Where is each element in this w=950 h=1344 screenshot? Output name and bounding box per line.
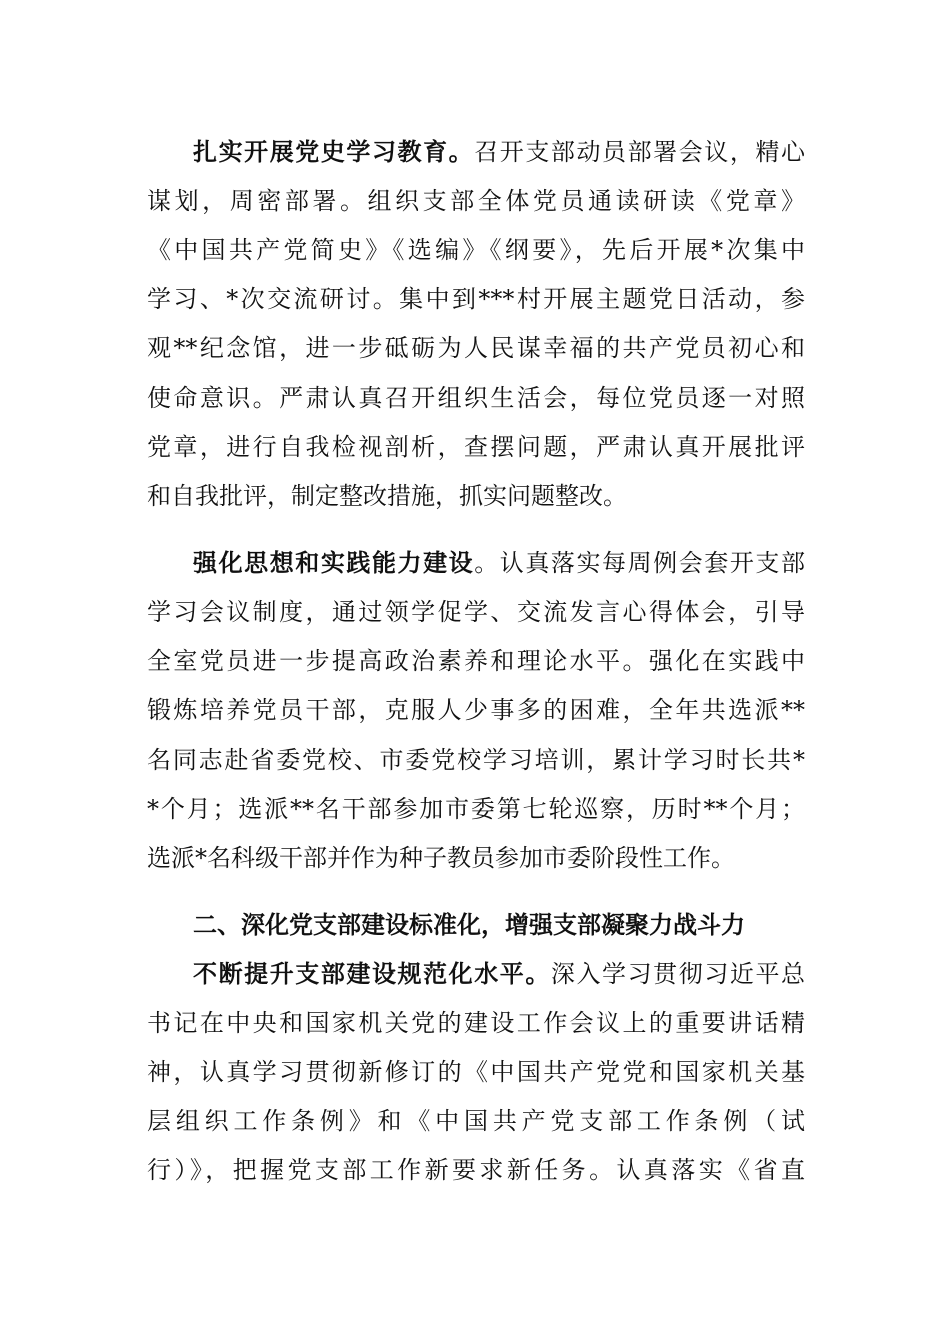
paragraph-3-line-5: 行）》，把握党支部工作新要求新任务。认真落实《省直 bbox=[147, 1156, 805, 1184]
paragraph-1-line-1 bbox=[193, 132, 805, 172]
paragraph-1-line-8: 和自我批评，制定整改措施，抓实问题整改。 bbox=[147, 482, 627, 510]
paragraph-2-line-7: 选派*名科级干部并作为种子教员参加市委阶段性工作。 bbox=[147, 844, 735, 872]
paragraph-1-line-2: 谋划，周密部署。组织支部全体党员通读研读《党章》 bbox=[147, 187, 805, 215]
paragraph-3-lead: 不断提升支部建设规范化水平。 bbox=[193, 959, 551, 988]
paragraph-2-line-6: *个月；选派**名干部参加市委第七轮巡察，历时**个月； bbox=[147, 795, 805, 823]
paragraph-1-line-7: 党章，进行自我检视剖析，查摆问题，严肃认真开展批评 bbox=[147, 433, 805, 461]
paragraph-1-line-5: 观**纪念馆，进一步砥砺为人民谋幸福的共产党员初心和 bbox=[147, 334, 805, 362]
paragraph-3-text: 深入学习贯彻习近平总 bbox=[550, 960, 806, 988]
paragraph-3-line-3: 神，认真学习贯彻新修订的《中国共产党党和国家机关基 bbox=[147, 1058, 805, 1086]
paragraph-2-line-1 bbox=[193, 543, 805, 583]
paragraph-1-lead: 扎实开展党史学习教育。 bbox=[193, 137, 475, 166]
paragraph-3-line-1 bbox=[193, 954, 805, 994]
paragraph-1-text: 召开支部动员部署会议，精心 bbox=[474, 138, 806, 166]
paragraph-1-line-4: 学习、*次交流研讨。集中到***村开展主题党日活动，参 bbox=[147, 285, 805, 313]
paragraph-2-line-4: 锻炼培养党员干部，克服人少事多的困难，全年共选派** bbox=[147, 696, 805, 724]
section-heading: 二、深化党支部建设标准化，增强支部凝聚力战斗力 bbox=[193, 910, 745, 939]
paragraph-2-line-3: 全室党员进一步提高政治素养和理论水平。强化在实践中 bbox=[147, 647, 805, 675]
paragraph-2-text: 。认真落实每周例会套开支部 bbox=[474, 549, 806, 577]
paragraph-3-line-2: 书记在中央和国家机关党的建设工作会议上的重要讲话精 bbox=[147, 1009, 805, 1037]
paragraph-3-line-4: 层组织工作条例》和《中国共产党支部工作条例（试 bbox=[147, 1107, 805, 1135]
paragraph-2-line-2: 学习会议制度，通过领学促学、交流发言心得体会，引导 bbox=[147, 598, 805, 626]
paragraph-2-lead: 强化思想和实践能力建设 bbox=[193, 548, 475, 577]
paragraph-1-line-3: 《中国共产党简史》《选编》《纲要》，先后开展*次集中 bbox=[147, 236, 805, 264]
paragraph-1-line-6: 使命意识。严肃认真召开组织生活会，每位党员逐一对照 bbox=[147, 384, 805, 412]
paragraph-2-line-5: 名同志赴省委党校、市委党校学习培训，累计学习时长共* bbox=[147, 746, 805, 774]
